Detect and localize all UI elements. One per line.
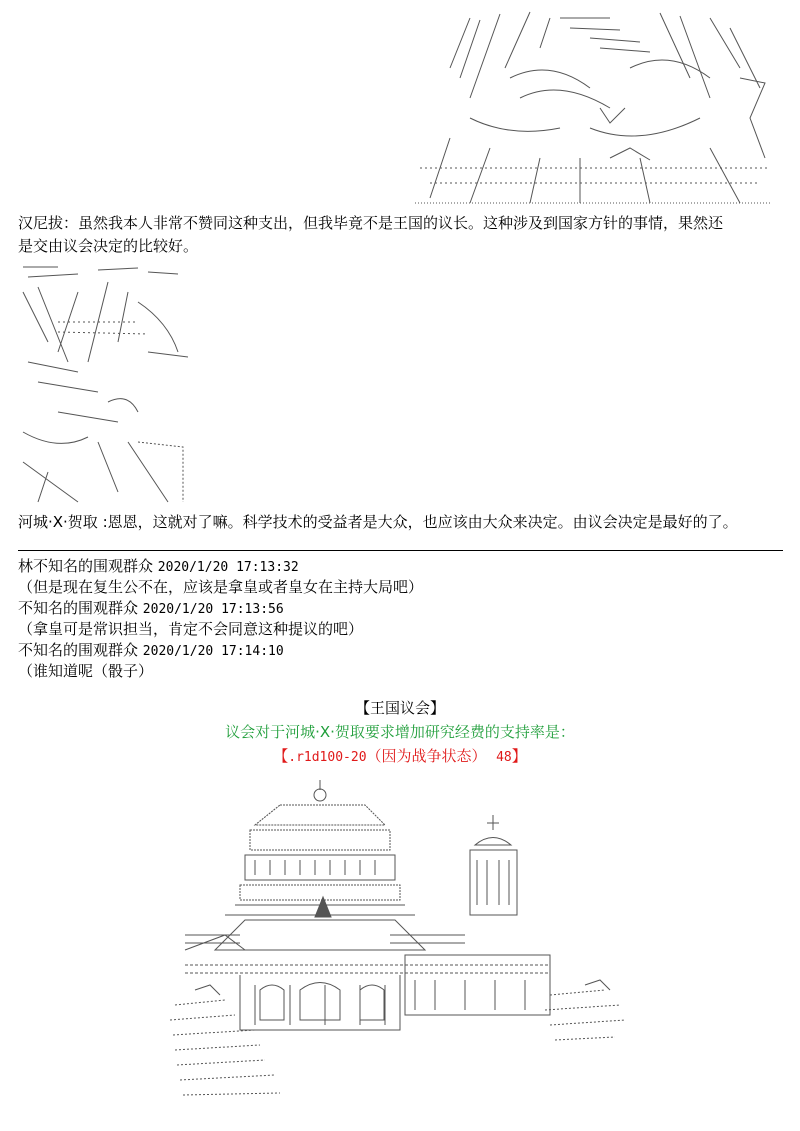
dialogue-hannibal	[18, 212, 788, 258]
comment-header-1	[18, 556, 299, 578]
comment-text: （但是现在复生公不在，应该是拿皇或者皇女在主持大局吧）	[18, 578, 424, 596]
comment-timestamp: 2020/1/20 17:14:10	[142, 644, 284, 659]
dialogue-hannibal-line2: 是交由议会决定的比较好。	[18, 237, 199, 255]
announcement-question: 议会对于河城·X·贺取要求增加研究经费的支持率是：	[225, 723, 575, 741]
comment-author: 不知名的围观群众	[18, 599, 139, 617]
dialogue-kawashiro: 河城·X·贺取 :恩恩，这就对了嘛。科学技术的受益者是大众，也应该由大众来决定。由议会决定是最好的了。	[18, 513, 738, 531]
announcement-title: 【王国议会】	[354, 699, 445, 717]
comment-author: 不知名的围观群众	[18, 641, 139, 659]
comment-timestamp: 2020/1/20 17:13:56	[142, 602, 284, 617]
comment-text: （拿皇可是常识担当，肯定不会同意这种提议的吧）	[18, 620, 364, 638]
comment-header-3	[18, 640, 284, 662]
dice-prefix: 【	[273, 747, 289, 765]
ascii-art-figure-left	[18, 262, 193, 507]
divider	[18, 550, 783, 551]
dice-expression: .r1d100-20	[288, 750, 367, 765]
ascii-art-figure-top	[410, 8, 772, 208]
dice-suffix: 】	[511, 747, 527, 765]
parliament-building-art	[165, 775, 635, 1115]
comment-header-2	[18, 598, 284, 620]
comment-text: （谁知道呢（骰子）	[18, 662, 154, 680]
dice-roll	[0, 745, 800, 769]
comment-timestamp: 2020/1/20 17:13:32	[157, 560, 299, 575]
dice-result: 48	[496, 750, 512, 765]
dialogue-hannibal-line1: 汉尼拔：虽然我本人非常不赞同这种支出，但我毕竟不是王国的议长。这种涉及到国家方针的事情，果然还	[18, 214, 724, 232]
comment-author: 林不知名的围观群众	[18, 557, 154, 575]
dice-note: （因为战争状态）	[366, 747, 487, 765]
